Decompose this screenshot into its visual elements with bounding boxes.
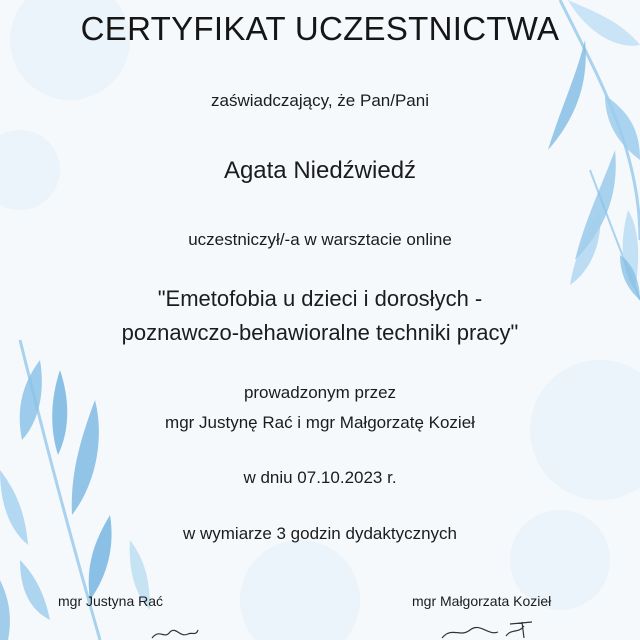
certificate-title: CERTYFIKAT UCZESTNICTWA bbox=[80, 10, 560, 47]
signature-right-icon bbox=[440, 620, 540, 640]
instructors-text: mgr Justynę Rać i mgr Małgorzatę Kozieł bbox=[165, 413, 475, 432]
hours-text: w wymiarze 3 godzin dydaktycznych bbox=[182, 524, 457, 543]
participant-name: Agata Niedźwiedź bbox=[223, 157, 417, 184]
signature-name-right: mgr Małgorzata Kozieł bbox=[412, 593, 552, 609]
signature-name-left: mgr Justyna Rać bbox=[58, 593, 164, 609]
workshop-title-line1: "Emetofobia u dzieci i dorosłych - bbox=[157, 286, 483, 311]
workshop-title-line2: poznawczo-behawioralne techniki pracy" bbox=[121, 320, 519, 345]
intro-text: zaświadczający, że Pan/Pani bbox=[211, 91, 429, 110]
led-by-text: prowadzonym przez bbox=[243, 383, 397, 402]
signature-left-icon bbox=[150, 626, 200, 640]
date-text: w dniu 07.10.2023 r. bbox=[243, 468, 397, 487]
participation-text: uczestniczył/-a w warsztacie online bbox=[188, 230, 452, 249]
